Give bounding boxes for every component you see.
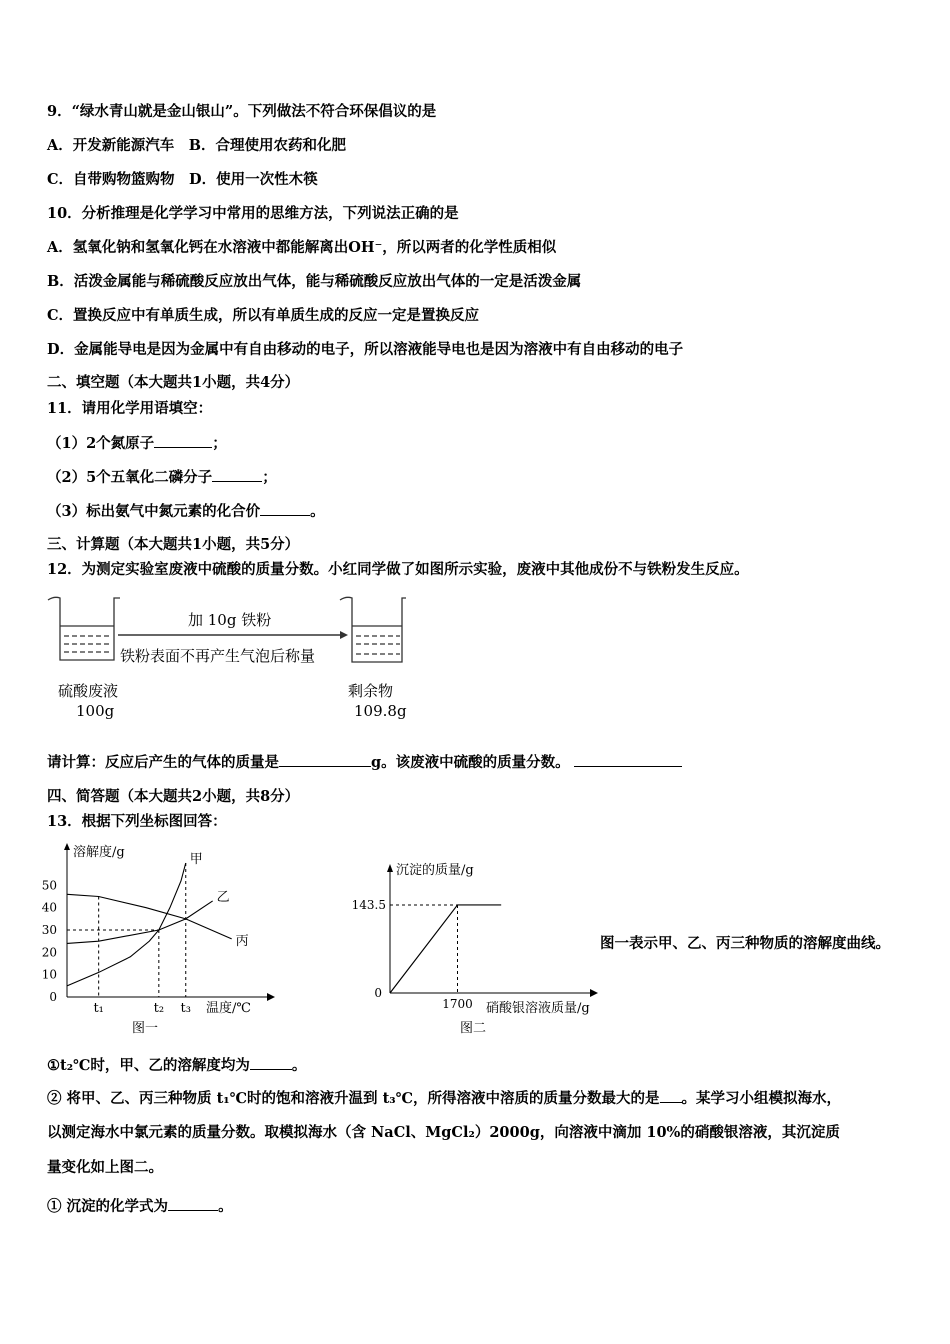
- q14-part1: [47, 1196, 233, 1217]
- q13-part1-text: ①t₂℃时，甲、乙的溶解度均为: [47, 1057, 250, 1074]
- x-tick-label: t₂: [153, 1001, 165, 1016]
- section-4-heading: 四、简答题（本大题共2小题，共8分）: [47, 788, 300, 805]
- chart-title: 图二: [460, 1021, 487, 1036]
- q10-option-b: B．活泼金属能与稀硫酸反应放出气体，能与稀硫酸反应放出气体的一定是活泼金属: [47, 273, 582, 290]
- q14-part1-text: ① 沉淀的化学式为: [47, 1198, 169, 1215]
- x-tick-label: t₁: [93, 1001, 104, 1016]
- q9-stem: 9．“绿水青山就是金山银山”。下列做法不符合环保倡议的是: [47, 103, 437, 120]
- answer-blank[interactable]: [260, 501, 310, 516]
- seawater-text-2: 量变化如上图二。: [47, 1159, 163, 1176]
- x-tick-label: t₃: [180, 1001, 191, 1016]
- section-2-heading: 二、填空题（本大题共1小题，共4分）: [47, 374, 300, 391]
- q10-option-a: A．氢氧化钠和氢氧化钙在水溶液中都能解离出OH⁻，所以两者的化学性质相似: [47, 239, 557, 256]
- chart-title: 图一: [132, 1021, 159, 1036]
- solubility-chart: [40, 840, 270, 1040]
- right-beaker-mass: 109.8g: [354, 702, 407, 720]
- q13-stem: 13．根据下列坐标图回答：: [47, 813, 227, 830]
- q12-text: 请计算：反应后产生的气体的质量是: [47, 754, 279, 771]
- y-tick-label: 30: [41, 923, 57, 937]
- q12-question: [47, 752, 682, 773]
- q13-part2-text: ② 将甲、乙、丙三种物质 t₁℃时的饱和溶液升温到 t₃℃，所得溶液中溶质的质量分数最大的是: [47, 1090, 660, 1107]
- q10-stem: 10．分析推理是化学学习中常用的思维方法，下列说法正确的是: [47, 205, 459, 222]
- x-axis-arrow-icon: [267, 993, 275, 1001]
- series-label: 丙: [235, 933, 249, 949]
- q9-options-cd: C．自带购物篮购物 D．使用一次性木筷: [47, 171, 318, 188]
- q9-options-ab: A．开发新能源汽车 B．合理使用农药和化肥: [47, 137, 347, 154]
- y-axis-arrow-icon: [64, 843, 70, 850]
- y-tick-label: 0: [374, 986, 382, 1000]
- precipitate-chart: [351, 840, 610, 1040]
- seawater-text: 以测定海水中氯元素的质量分数。取模拟海水（含 NaCl、MgCl₂）2000g，向溶液中滴加 10%的硝酸银溶液，其沉淀质: [47, 1124, 840, 1141]
- x-tick-label: 1700: [442, 997, 473, 1011]
- q11-part1-text: （1）2个氮原子: [47, 435, 155, 452]
- q11-part1: [47, 433, 227, 454]
- punct: 。: [291, 1057, 307, 1074]
- left-beaker-mass: 100g: [76, 702, 115, 720]
- gas-mass-blank[interactable]: [279, 752, 371, 767]
- y-axis-label: 沉淀的质量/g: [396, 863, 474, 878]
- q13-part1: [47, 1055, 306, 1076]
- answer-blank[interactable]: [212, 467, 262, 482]
- q12-stem: 12．为测定实验室废液中硫酸的质量分数。小红同学做了如图所示实验，废液中其他成份不与铁粉发生反应。: [47, 561, 749, 578]
- curve-甲: [67, 863, 186, 986]
- punct: 。: [310, 503, 325, 520]
- q11-stem: 11．请用化学用语填空：: [47, 400, 213, 417]
- fraction-blank[interactable]: [574, 752, 682, 767]
- answer-blank[interactable]: [660, 1088, 682, 1103]
- beaker-right-icon: [340, 597, 406, 662]
- section-3-heading: 三、计算题（本大题共1小题，共5分）: [47, 536, 300, 553]
- experiment-diagram: [40, 590, 440, 720]
- x-axis-arrow-icon: [590, 989, 598, 997]
- y-axis-label: 溶解度/g: [73, 845, 125, 860]
- right-beaker-name: 剩余物: [348, 682, 394, 700]
- precipitate-line: [390, 905, 501, 993]
- q13-part2: [47, 1088, 841, 1109]
- y-axis-arrow-icon: [387, 864, 393, 872]
- answer-blank[interactable]: [250, 1055, 292, 1070]
- y-tick-label: 10: [41, 967, 57, 982]
- answer-blank[interactable]: [168, 1196, 218, 1211]
- q12-text-2: g。该废液中硫酸的质量分数。: [371, 754, 570, 771]
- x-axis-label: 硝酸银溶液质量/g: [486, 1001, 590, 1016]
- y-tick-label: 20: [41, 945, 57, 960]
- q11-part3-text: （3）标出氨气中氮元素的化合价: [47, 503, 261, 520]
- y-tick-label: 50: [41, 878, 57, 893]
- arrow-bottom-label: 铁粉表面不再产生气泡后称量: [120, 647, 316, 665]
- q11-part2-text: （2）5个五氧化二磷分子: [47, 469, 213, 486]
- x-axis-label: 温度/℃: [206, 1001, 251, 1016]
- series-label: 甲: [189, 852, 203, 867]
- q10-option-c: C．置换反应中有单质生成，所以有单质生成的反应一定是置换反应: [47, 307, 480, 324]
- beaker-left-icon: [48, 597, 120, 660]
- curve-乙: [67, 901, 213, 943]
- arrow-icon: [118, 631, 348, 639]
- q10-option-d: D．金属能导电是因为金属中有自由移动的电子，所以溶液能导电也是因为溶液中有自由移动的电子: [47, 341, 684, 358]
- y-tick-label: 40: [41, 900, 57, 915]
- y-tick-label: 0: [49, 990, 57, 1004]
- left-beaker-name: 硫酸废液: [58, 682, 119, 700]
- arrow-top-label: 加 10g 铁粉: [188, 611, 272, 629]
- y-tick-label: 143.5: [351, 897, 386, 912]
- q11-part2: [47, 467, 277, 488]
- q11-part3: [47, 501, 325, 522]
- q13-part2-text-2: 。某学习小组模拟海水，: [681, 1090, 841, 1107]
- punct: ；: [262, 469, 277, 486]
- series-label: 乙: [216, 889, 230, 905]
- answer-blank[interactable]: [154, 433, 212, 448]
- chart-note: 图一表示甲、乙、丙三种物质的溶解度曲线。: [600, 935, 890, 952]
- punct: 。: [218, 1198, 233, 1215]
- punct: ；: [212, 435, 227, 452]
